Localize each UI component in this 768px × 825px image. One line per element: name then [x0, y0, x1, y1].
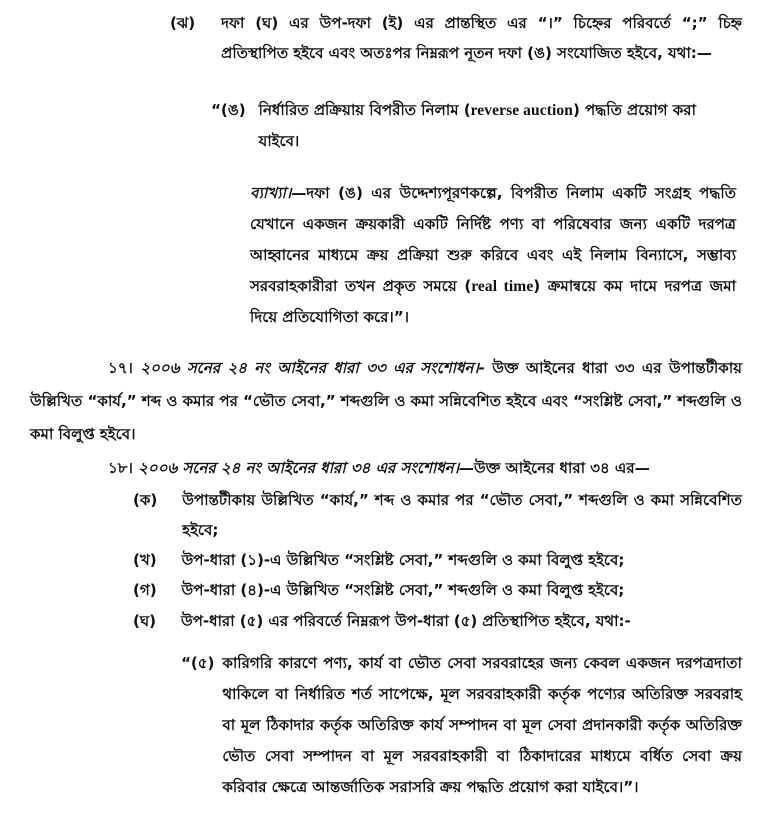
section-18-clause-gha	[133, 606, 742, 636]
quoted-clause-unga	[211, 95, 731, 156]
section-18-separator: ।—	[453, 459, 475, 477]
section-18-heading-line	[30, 453, 742, 484]
section-18-clause-kha-text: উপ-ধারা (১)-এ উল্লিখিত “সংশ্লিষ্ট সেবা,” শব্দগুলি ও কমা বিলুপ্ত হইবে;	[181, 551, 625, 569]
explanation-text-part1: দফা (ঙ) এর উদ্দেশ্যপূরণকল্পে, বিপরীত নিলাম একটি সংগ্রহ পদ্ধতি যেখানে একজন ক্রয়কারী একটি নির্দিষ্ট পণ্য বা পরিষেবার জন্য একটি দরপত্র আহ্বানের মাধ্যমে ক্রয় প্রক্রিয়া শুরু করিবে এবং এই নিলাম বিন্যাসে, সম্ভাব্য সরবরাহকারীরা তখন প্রকৃত সময়ে (	[250, 184, 736, 295]
section-18-clause-ka-marker: (ক)	[133, 491, 158, 509]
explanation-block	[250, 178, 736, 333]
clause-jha-text: দফা (ঘ) এর উপ-দফা (ই) এর প্রান্তস্থিত এর “।” চিহ্নের পরিবর্তে “;” চিহ্ন প্রতিস্থাপিত হইবে এবং অতঃপর নিম্নরূপ নূতন দফা (ঙ) সংযোজিত হইবে, যথা:—	[221, 14, 742, 62]
section-18-clause-ka-text: উপান্তটীকায় উল্লিখিত “কার্য,” শব্দ ও কমার পর “ভৌত সেবা,” শব্দগুলি ও কমা সন্নিবেশিত হইবে;	[182, 491, 742, 539]
quoted-clause-unga-latin-term: reverse auction	[470, 102, 573, 119]
section-18-clause-ga-marker: (গ)	[133, 581, 157, 599]
section-18-clause-ka	[133, 485, 742, 545]
section-18-clause-gha-marker: (ঘ)	[133, 612, 156, 630]
section-18-clause-kha-marker: (খ)	[133, 551, 157, 569]
section-17-body: উক্ত আইনের ধারা ৩৩ এর উপান্তটীকায় উল্লিখিত “কার্য,” শব্দ ও কমার পর “ভৌত সেবা,” শব্দগুলি ও কমা সন্নিবেশিত হইবে এবং “সংশ্লিষ্ট সেবা,” শব্দগুলি ও কমা বিলুপ্ত হইবে।	[30, 359, 742, 443]
section-18-clause-gha-text: উপ-ধারা (৫) এর পরিবর্তে নিম্নরূপ উপ-ধারা (৫) প্রতিস্থাপিত হইবে, যথা:-	[180, 612, 631, 630]
quoted-clause-unga-text-after: ) পদ্ধতি প্রয়োগ করা যাইবে।	[258, 101, 696, 150]
section-18-heading: ২০০৬ সনের ২৪ নং আইনের ধারা ৩৪ এর সংশোধন	[138, 459, 454, 477]
section-18-clause-kha	[133, 545, 742, 575]
section-17-separator: ।-	[473, 359, 485, 377]
explanation-text-part2: ) ক্রমান্বয়ে কম দামে দরপত্র জমা দিয়ে প্রতিযোগিতা করে।”।	[250, 277, 736, 326]
quoted-subsection-5-text: কারিগরি কারণে পণ্য, কার্য বা ভৌত সেবা সরবরাহের জন্য কেবল একজন দরপত্রদাতা থাকিলে বা নির্ধারিত শর্ত সাপেক্ষে, মূল সরবরাহকারী কর্তৃক পণ্যের অতিরিক্ত সরবরাহ বা মূল ঠিকাদার কর্তৃক অতিরিক্ত কার্য সম্পাদন বা মূল সেবা প্রদানকারী কর্তৃক অতিরিক্ত ভৌত সেবা সম্পাদন বা মূল সরবরাহকারী বা ঠিকাদারের মাধ্যমে বর্ধিত সেবা ক্রয় করিবার ক্ষেত্রে আন্তর্জাতিক সরাসরি ক্রয় পদ্ধতি প্রয়োগ করা যাইবে।”।	[222, 654, 742, 796]
clause-jha	[170, 8, 742, 68]
section-17-heading: ২০০৬ সনের ২৪ নং আইনের ধারা ৩৩ এর সংশোধন	[140, 359, 474, 377]
quoted-clause-unga-text	[259, 95, 731, 156]
explanation-dash: —	[291, 184, 307, 202]
quoted-clause-unga-text-before: নির্ধারিত প্রক্রিয়ায় বিপরীত নিলাম (	[258, 101, 471, 119]
section-18-clause-ga	[133, 575, 742, 605]
quoted-clause-unga-marker: “(ঙ)	[211, 101, 246, 119]
clause-jha-marker: (ঝ)	[170, 14, 196, 32]
quoted-subsection-5	[181, 648, 742, 803]
section-18-body: উক্ত আইনের ধারা ৩৪ এর—	[474, 459, 650, 477]
section-17-number: ১৭।	[108, 359, 133, 377]
explanation-label: ব্যাখ্যা।	[250, 184, 292, 202]
section-18-clause-ga-text: উপ-ধারা (৪)-এ উল্লিখিত “সংশ্লিষ্ট সেবা,” শব্দগুলি ও কমা বিলুপ্ত হইবে;	[181, 581, 625, 599]
explanation-latin-term: real time	[471, 278, 534, 295]
quoted-subsection-5-marker: “(৫)	[181, 654, 215, 672]
section-18-number: ১৮।	[108, 459, 133, 477]
section-17	[30, 352, 742, 451]
